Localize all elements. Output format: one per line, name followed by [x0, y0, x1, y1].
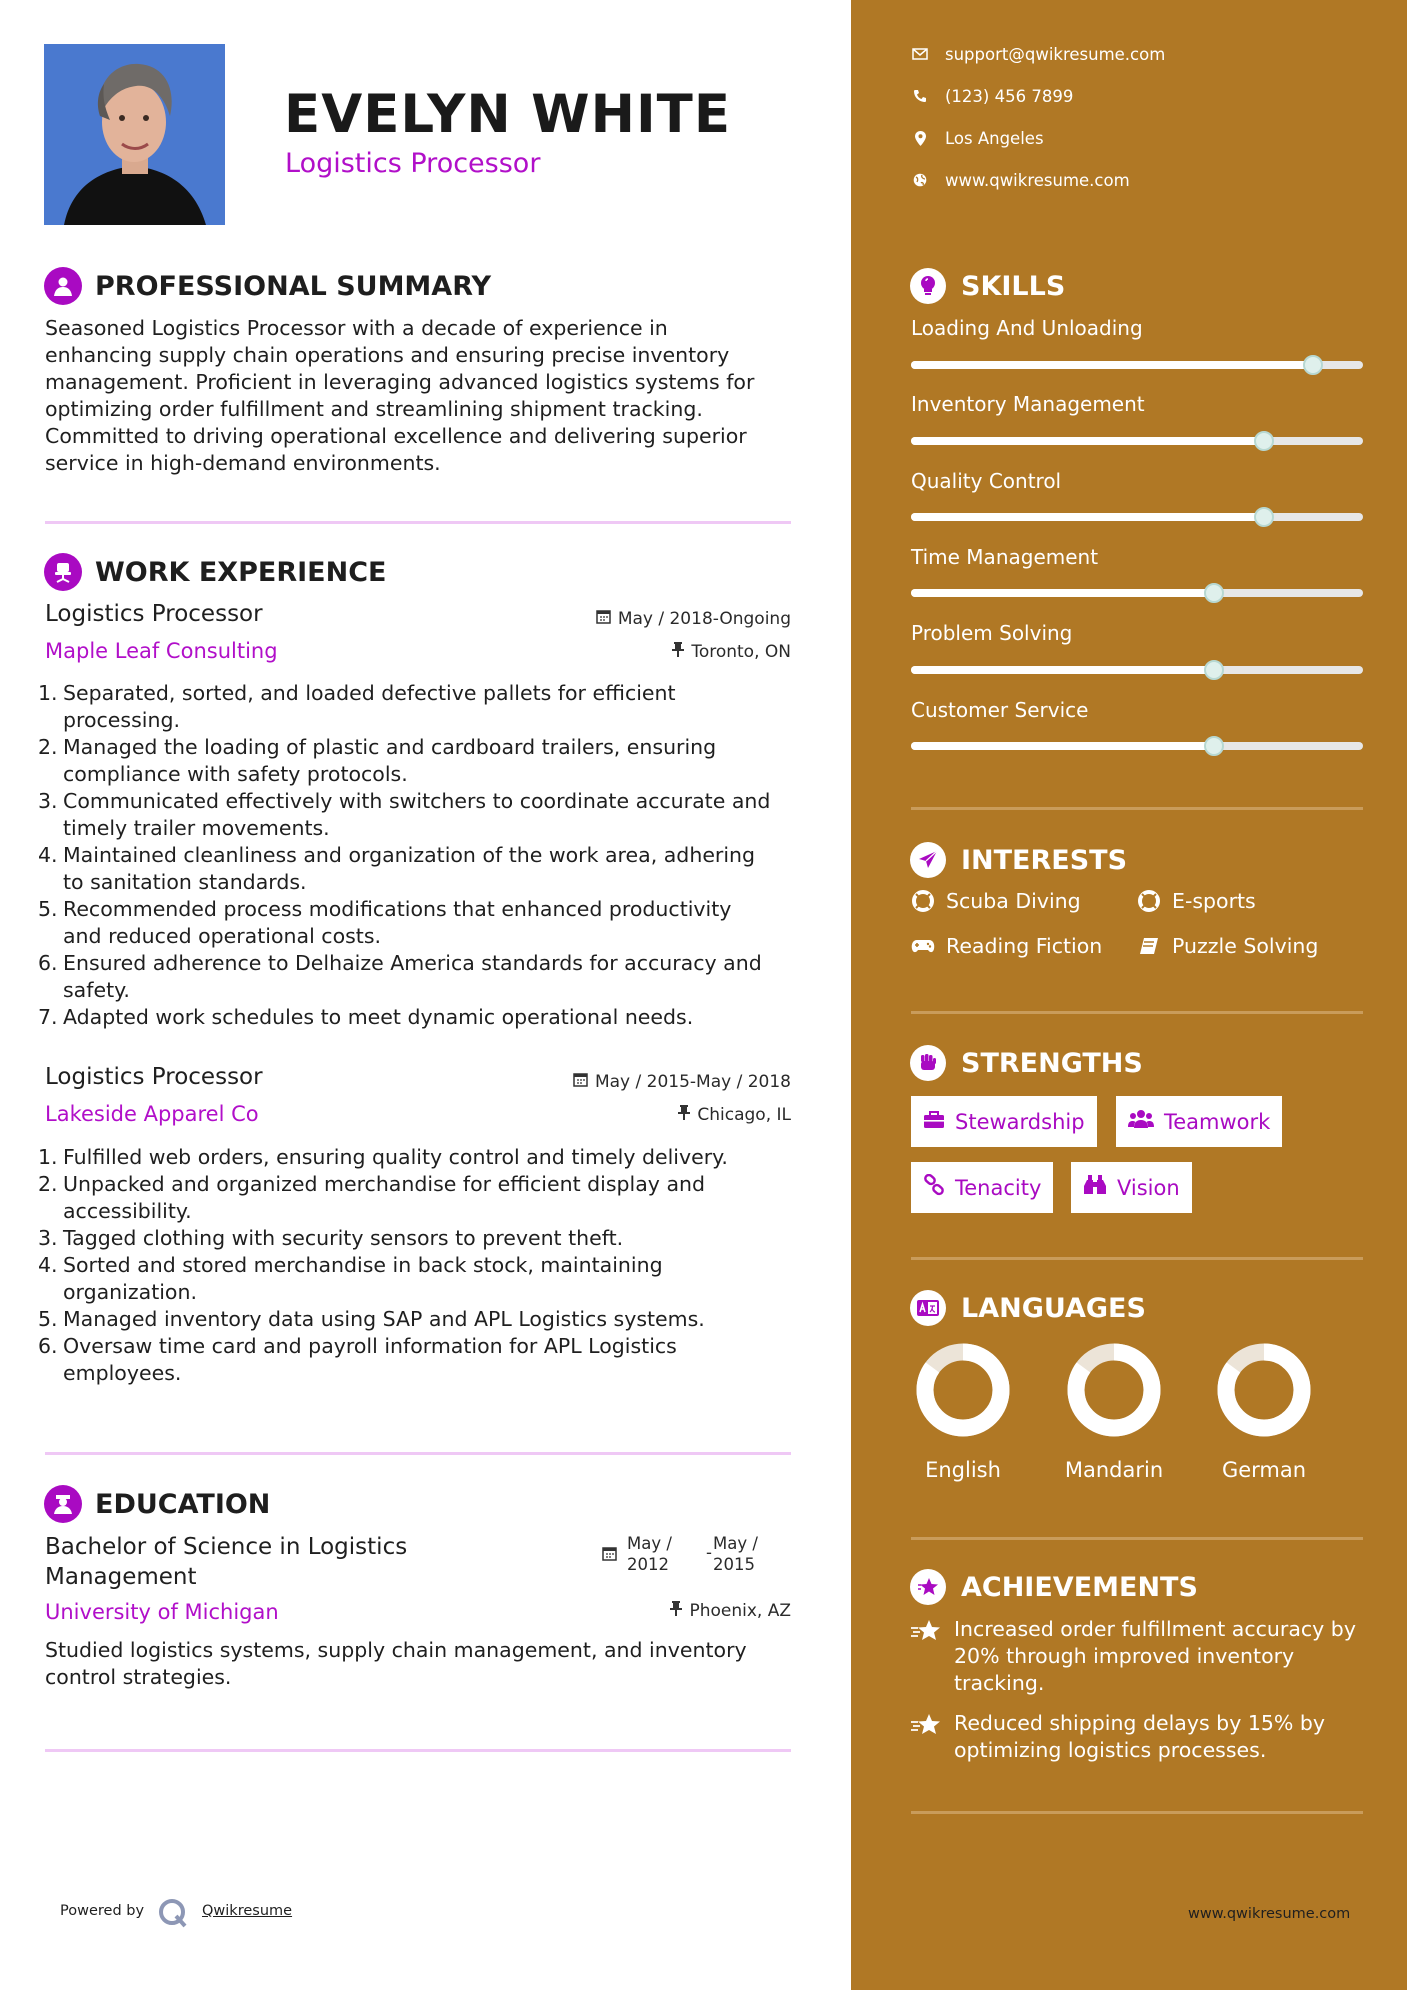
- translate-icon: [910, 1290, 946, 1326]
- section-divider: [45, 1452, 791, 1455]
- education-start-date: May / 2012: [627, 1534, 672, 1574]
- envelope-icon: [911, 48, 929, 60]
- gamepad-icon: [911, 938, 935, 954]
- lightbulb-icon: [910, 268, 946, 304]
- contact-website[interactable]: www.qwikresume.com: [911, 168, 1130, 192]
- strengths-heading: STRENGTHS: [961, 1047, 1143, 1079]
- strength-tag: Stewardship: [911, 1096, 1097, 1147]
- calendar-icon: [602, 1546, 617, 1565]
- skill-bar-fill: [911, 361, 1313, 369]
- fist-icon: [910, 1045, 946, 1081]
- list-item: 1. Fulfilled web orders, ensuring quality control and timely delivery.: [38, 1145, 728, 1169]
- achievements-heading: ACHIEVEMENTS: [961, 1571, 1198, 1603]
- contact-location: Los Angeles: [911, 126, 1044, 150]
- job-title: Logistics Processor: [45, 601, 263, 627]
- list-item: 3. Tagged clothing with security sensors to prevent theft.: [38, 1226, 624, 1250]
- job-location: Toronto, ON: [540, 642, 791, 662]
- language-name: German: [1221, 1458, 1307, 1482]
- sidebar-divider: [911, 807, 1363, 810]
- list-item: 5. Recommended process modifications that enhanced productivity and reduced operational costs.: [38, 897, 732, 948]
- lifebuoy-icon: [1137, 890, 1161, 912]
- interests-header: [910, 840, 1127, 880]
- degree-title: Bachelor of Science in Logistics Management: [45, 1534, 408, 1590]
- link-icon: [923, 1174, 945, 1201]
- skill-name: Quality Control: [911, 469, 1062, 493]
- skill-name: Inventory Management: [911, 392, 1145, 416]
- list-item: 2. Managed the loading of plastic and cardboard trailers, ensuring compliance with safety protocols.: [38, 735, 717, 786]
- list-item: 3. Communicated effectively with switchers to coordinate accurate and timely trailer movements.: [38, 789, 771, 840]
- sidebar-divider: [911, 1811, 1363, 1814]
- skill-bar-fill: [911, 589, 1214, 597]
- school-name: University of Michigan: [45, 1600, 279, 1624]
- language-name: English: [925, 1458, 1001, 1482]
- education-description: Studied logistics systems, supply chain management, and inventory control strategies.: [45, 1638, 747, 1689]
- skill-bar-handle: [1204, 736, 1224, 756]
- strengths-header: [910, 1043, 1143, 1083]
- job-dates: May / 2015-May / 2018: [520, 1072, 791, 1092]
- skill-name: Problem Solving: [911, 621, 1073, 645]
- job-responsibilities: [38, 680, 804, 1031]
- education-end-date: May / 2015: [713, 1534, 758, 1574]
- company-name: Maple Leaf Consulting: [45, 639, 278, 663]
- section-divider: [45, 521, 791, 524]
- education-heading: EDUCATION: [95, 1488, 271, 1520]
- graduate-icon: [44, 1485, 82, 1523]
- job-dates: May / 2018-Ongoing: [540, 609, 791, 629]
- list-item: 1. Separated, sorted, and loaded defective pallets for efficient processing.: [38, 681, 676, 732]
- sidebar-divider: [911, 1257, 1363, 1260]
- interest-item: Scuba Diving: [911, 887, 1081, 915]
- pin-icon: [678, 1105, 690, 1125]
- languages-header: [910, 1288, 1146, 1328]
- chair-icon: [44, 553, 82, 591]
- profile-photo: [44, 44, 225, 225]
- list-item: 6. Ensured adherence to Delhaize America standards for accuracy and safety.: [38, 951, 762, 1002]
- skill-bar: [911, 513, 1363, 521]
- list-item: 4. Maintained cleanliness and organization of the work area, adhering to sanitation standards.: [38, 843, 756, 894]
- skill-name: Time Management: [911, 545, 1099, 569]
- lifebuoy-icon: [911, 890, 935, 912]
- summary-text: Seasoned Logistics Processor with a decade of experience in enhancing supply chain operations and ensuring precise inventory management. Proficient in leveraging advanced logistics systems for optimizing order fulfillment and streamlining shipment tracking. Committed to driving operational excellence and delivering superior service in high-demand environments.: [45, 316, 755, 475]
- interest-item: Reading Fiction: [911, 932, 1102, 960]
- globe-icon: [911, 173, 929, 187]
- sidebar-divider: [911, 1011, 1363, 1014]
- achievements-header: [910, 1567, 1198, 1607]
- achievement-item: Increased order fulfillment accuracy by 20% through improved inventory tracking.: [910, 1616, 1370, 1697]
- summary-header: [44, 266, 491, 306]
- powered-by-label: Powered by: [60, 1903, 145, 1919]
- skill-bar-handle: [1204, 660, 1224, 680]
- skills-header: [910, 266, 1065, 306]
- section-divider: [45, 1749, 791, 1752]
- calendar-icon: [596, 609, 611, 629]
- list-item: 7. Adapted work schedules to meet dynamic operational needs.: [38, 1005, 694, 1029]
- skill-bar-fill: [911, 666, 1214, 674]
- strength-tag: Vision: [1071, 1162, 1192, 1213]
- skill-bar-handle: [1254, 431, 1274, 451]
- education-location: Phoenix, AZ: [540, 1601, 791, 1621]
- job-title: Logistics Processor: [45, 1064, 263, 1090]
- sidebar-divider: [911, 1537, 1363, 1540]
- skill-bar: [911, 361, 1363, 369]
- skills-heading: SKILLS: [961, 270, 1066, 302]
- language-item: [1067, 1343, 1161, 1441]
- language-level-ring: [1217, 1343, 1311, 1437]
- skill-bar-handle: [1204, 583, 1224, 603]
- qwikresume-logo-icon: [158, 1898, 188, 1932]
- skill-bar-fill: [911, 513, 1264, 521]
- list-item: 6. Oversaw time card and payroll information for APL Logistics employees.: [38, 1334, 677, 1385]
- skill-bar: [911, 666, 1363, 674]
- job-location: Chicago, IL: [540, 1105, 791, 1125]
- list-item: 4. Sorted and stored merchandise in back stock, maintaining organization.: [38, 1253, 663, 1304]
- interest-item: Puzzle Solving: [1137, 932, 1318, 960]
- skill-bar: [911, 742, 1363, 750]
- shooting-star-icon: [910, 1616, 942, 1697]
- skill-bar-fill: [911, 437, 1264, 445]
- skill-bar-fill: [911, 742, 1214, 750]
- list-item: 2. Unpacked and organized merchandise for efficient display and accessibility.: [38, 1172, 706, 1223]
- company-name: Lakeside Apparel Co: [45, 1102, 259, 1126]
- date-separator: -: [706, 1543, 712, 1562]
- user-icon: [44, 267, 82, 305]
- pin-icon: [672, 642, 684, 662]
- paper-plane-icon: [910, 842, 946, 878]
- language-level-ring: [1067, 1343, 1161, 1437]
- summary-heading: PROFESSIONAL SUMMARY: [95, 270, 492, 302]
- strength-tag: Tenacity: [911, 1162, 1053, 1213]
- binoculars-icon: [1083, 1174, 1107, 1201]
- education-header: [44, 1484, 270, 1524]
- phone-icon: [911, 89, 929, 103]
- language-item: [1217, 1343, 1311, 1441]
- job-responsibilities: [38, 1144, 804, 1387]
- pin-icon: [670, 1601, 682, 1621]
- skill-bar-handle: [1254, 507, 1274, 527]
- experience-heading: WORK EXPERIENCE: [95, 556, 387, 588]
- strength-tag: Teamwork: [1116, 1096, 1282, 1147]
- star-badge-icon: [910, 1569, 946, 1605]
- interest-item: E-sports: [1137, 887, 1256, 915]
- language-level-ring: [916, 1343, 1010, 1437]
- book-icon: [1137, 936, 1161, 956]
- contact-email[interactable]: support@qwikresume.com: [911, 42, 1165, 66]
- list-item: 5. Managed inventory data using SAP and APL Logistics systems.: [38, 1307, 705, 1331]
- users-icon: [1128, 1109, 1154, 1134]
- briefcase-icon: [923, 1110, 945, 1134]
- interests-heading: INTERESTS: [961, 844, 1128, 876]
- qwikresume-link[interactable]: Qwikresume: [202, 1903, 293, 1919]
- skill-name: Customer Service: [911, 698, 1089, 722]
- language-item: [916, 1343, 1010, 1441]
- shooting-star-icon: [910, 1710, 942, 1764]
- skill-bar: [911, 437, 1363, 445]
- experience-header: [44, 552, 386, 592]
- achievement-item: Reduced shipping delays by 15% by optimizing logistics processes.: [910, 1710, 1370, 1764]
- skill-name: Loading And Unloading: [911, 316, 1143, 340]
- contact-phone[interactable]: (123) 456 7899: [911, 84, 1073, 108]
- map-marker-icon: [911, 131, 929, 146]
- candidate-name: EVELYN WHITE: [284, 84, 732, 145]
- language-name: Mandarin: [1064, 1458, 1164, 1482]
- footer-website[interactable]: www.qwikresume.com: [1188, 1906, 1351, 1922]
- languages-heading: LANGUAGES: [961, 1292, 1146, 1324]
- candidate-title: Logistics Processor: [285, 148, 541, 179]
- calendar-icon: [573, 1072, 588, 1092]
- skill-bar: [911, 589, 1363, 597]
